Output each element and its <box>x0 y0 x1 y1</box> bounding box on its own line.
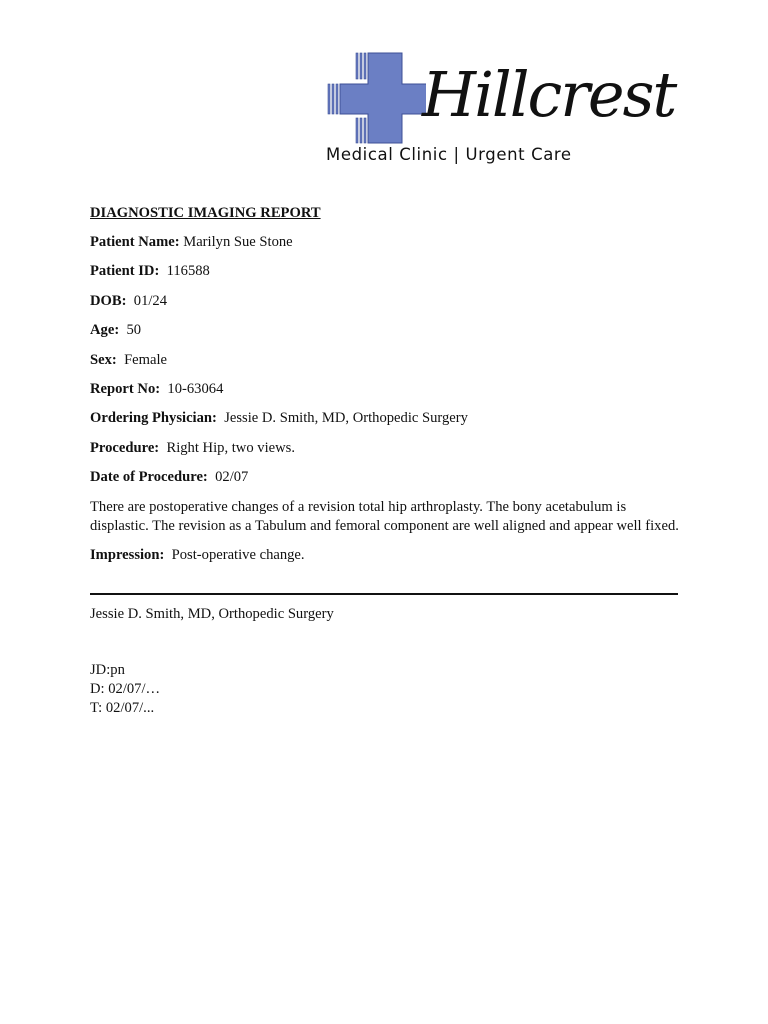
field-procedure <box>90 439 680 458</box>
field-label: DOB: <box>90 292 127 309</box>
field-value: Post-operative change. <box>171 546 305 563</box>
field-label: Impression: <box>90 546 165 563</box>
field-date-of-procedure <box>90 468 680 487</box>
initials: JD:pn <box>90 661 125 678</box>
field-label: Procedure: <box>90 439 160 456</box>
field-patient-id <box>90 262 680 281</box>
transcription-block <box>90 661 680 718</box>
field-value: 10-63064 <box>167 380 224 397</box>
field-value: Female <box>124 351 168 368</box>
findings-paragraph: There are postoperative changes of a revision total hip arthroplasty. The bony acetabulum is displastic. The revision as a Tabulum and femoral component are well aligned and appear well fixed. <box>90 498 679 534</box>
field-value: 02/07 <box>215 469 249 486</box>
field-value: Right Hip, two views. <box>166 439 295 456</box>
field-label: Date of Procedure: <box>90 469 208 486</box>
field-value: 01/24 <box>133 292 168 309</box>
field-patient-name <box>90 233 680 252</box>
signature-divider <box>90 593 678 595</box>
field-label: Ordering Physician: <box>90 410 217 427</box>
field-age <box>90 321 680 340</box>
clinic-logo <box>326 50 676 170</box>
logo-tagline: Medical Clinic | Urgent Care <box>326 145 572 164</box>
field-value: 116588 <box>166 263 210 280</box>
report-title: DIAGNOSTIC IMAGING REPORT <box>90 205 321 221</box>
transcribed-date: T: 02/07/... <box>90 699 155 716</box>
field-value: 50 <box>126 322 142 339</box>
field-sex <box>90 351 680 370</box>
logo-wordmark: Hillcrest <box>422 58 676 131</box>
field-dob <box>90 292 680 311</box>
field-label: Age: <box>90 322 120 339</box>
report-body <box>90 204 680 718</box>
field-label: Patient Name: <box>90 234 180 250</box>
field-label: Patient ID: <box>90 263 160 280</box>
field-label: Sex: <box>90 351 117 368</box>
signature-line: Jessie D. Smith, MD, Orthopedic Surgery <box>90 605 334 622</box>
medical-cross-icon <box>326 50 426 145</box>
dictated-date: D: 02/07/… <box>90 680 161 697</box>
field-label: Report No: <box>90 380 161 397</box>
field-value: Jessie D. Smith, MD, Orthopedic Surgery <box>224 410 468 427</box>
field-ordering-physician <box>90 409 680 428</box>
field-impression <box>90 546 680 565</box>
field-value: Marilyn Sue Stone <box>183 234 293 250</box>
field-report-no <box>90 380 680 399</box>
